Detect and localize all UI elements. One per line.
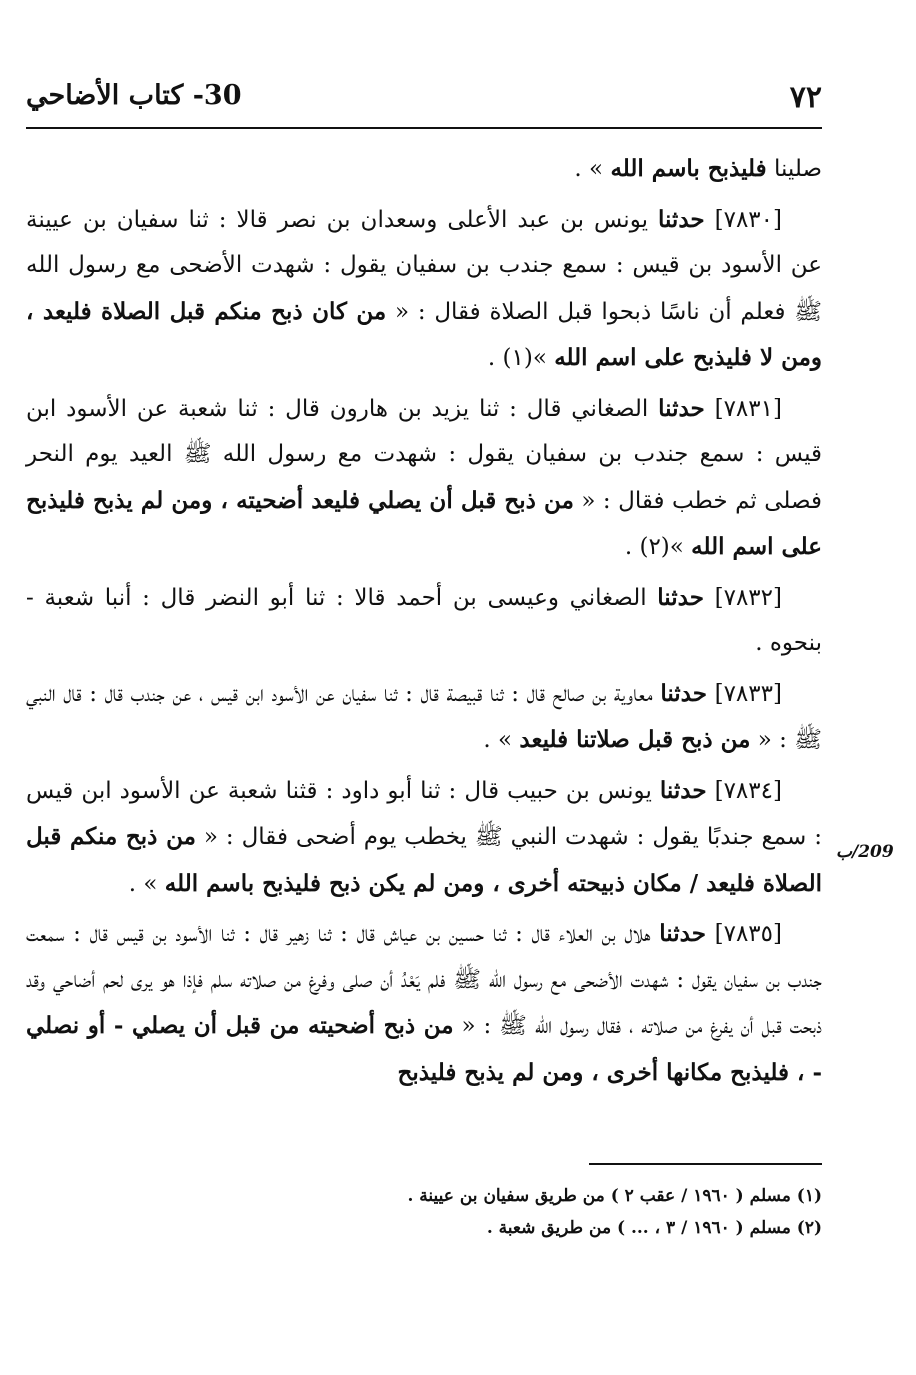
text-run: » . xyxy=(128,870,165,897)
hadith-7832 xyxy=(26,575,822,667)
paragraph-continuation xyxy=(26,146,822,193)
hadith-number: [٧٨٣٥] xyxy=(705,921,782,947)
page-number: ٧٢ xyxy=(789,80,822,115)
narration-keyword: حدثنا xyxy=(657,205,705,233)
hadith-number: [٧٨٣٤] xyxy=(706,777,782,804)
footnote-2: (٢) مسلم ( ١٩٦٠ / ٣ ، ... ) من طريق شعبة . xyxy=(486,1218,822,1238)
hadith-number: [٧٨٣١] xyxy=(704,395,782,422)
hadith-quote: من ذبح منكم قبل الصلاة فليعد / مكان ذبيحته أخرى ، ومن لم يكن ذبح فليذبح باسم الله xyxy=(26,823,822,897)
text-run: » . xyxy=(574,156,611,182)
text-run: هلال بن العلاء قال : ثنا حسين بن عياش قال : ثنا زهير قال : ثنا الأسود بن قيس قال : سمعت جندب بن سفيان يقول : شهدت الأضحى مع رسول الله ﷺ فلم يَعْدُ أن صلى وفرغ من صلاته سلم فإذا هو يرى لحم أضاحي وقد ذبحت قبل أن يفرغ من صلاته ، فقال رسول الله ﷺ : « xyxy=(26,921,822,1039)
text-run: يونس بن عبد الأعلى وسعدان بن نصر قالا : ثنا سفيان بن عيينة عن الأسود بن قيس : سمع جندب بن سفيان يقول : شهدت الأضحى مع رسول الله ﷺ فعلم أن ناسًا ذبحوا قبل الصلاة فقال : « xyxy=(26,206,822,325)
narration-keyword: حدثنا xyxy=(659,920,706,947)
hadith-quote: من ذبح أضحيته من قبل أن يصلي - أو نصلي - ، فليذبح مكانها أخرى ، ومن لم يذبح فليذبح xyxy=(26,1012,822,1086)
hadith-7833 xyxy=(26,671,822,764)
text-run: معاوية بن صالح قال : ثنا قبيصة قال : ثنا سفيان عن الأسود ابن قيس ، عن جندب قال : قال النبي ﷺ : « xyxy=(26,680,822,753)
main-text xyxy=(26,146,822,1100)
hadith-7831 xyxy=(26,386,822,571)
text-run: صلينا xyxy=(766,156,822,182)
footnotes xyxy=(26,1180,822,1244)
hadith-quote: من كان ذبح منكم قبل الصلاة فليعد ، ومن لا فليذبح على اسم الله xyxy=(26,297,822,371)
narration-keyword: حدثنا xyxy=(658,394,705,422)
text-run: » . xyxy=(483,727,520,753)
hadith-number: [٧٨٣٣] xyxy=(706,680,782,707)
hadith-number: [٧٨٣٠] xyxy=(704,206,782,233)
text-run: الصغاني قال : ثنا يزيد بن هارون قال : ثنا شعبة عن الأسود ابن قيس : سمع جندب بن سفيان يقول : شهدت مع رسول الله ﷺ العيد يوم النحر فصلى ثم خطب فقال : « xyxy=(26,395,822,514)
narration-keyword: حدثنا xyxy=(660,679,707,707)
text-run: »(٢) . xyxy=(624,534,692,560)
running-title: 30- كتاب الأضاحي xyxy=(26,80,242,111)
hadith-7835 xyxy=(26,911,822,1096)
header-divider xyxy=(26,127,822,129)
manuscript-folio-note: 209/ب xyxy=(836,842,894,862)
hadith-quote: من ذبح قبل صلاتنا فليعد xyxy=(519,726,751,753)
narration-keyword: حدثنا xyxy=(657,583,704,611)
hadith-quote: فليذبح باسم الله xyxy=(610,155,767,182)
text-run: يونس بن حبيب قال : ثنا أبو داود : قثنا شعبة عن الأسود ابن قيس : سمع جندبًا يقول : شهدت النبي ﷺ يخطب يوم أضحى فقال : « xyxy=(26,777,823,850)
narration-keyword: حدثنا xyxy=(659,776,707,804)
hadith-7830 xyxy=(26,197,822,382)
text-run: الصغاني وعيسى بن أحمد قالا : ثنا أبو النضر قال : أنبا شعبة - بنحوه . xyxy=(26,584,822,656)
text-run: »(١) . xyxy=(487,345,555,371)
footnote-divider xyxy=(589,1163,822,1165)
footnote-1: (١) مسلم ( ١٩٦٠ / عقب ٢ ) من طريق سفيان بن عيينة . xyxy=(407,1186,822,1206)
page-header xyxy=(26,76,822,124)
hadith-7834 xyxy=(26,768,822,908)
hadith-number: [٧٨٣٢] xyxy=(703,584,782,611)
hadith-quote: من ذبح قبل أن يصلي فليعد أضحيته ، ومن لم يذبح فليذبح على اسم الله xyxy=(26,486,822,560)
